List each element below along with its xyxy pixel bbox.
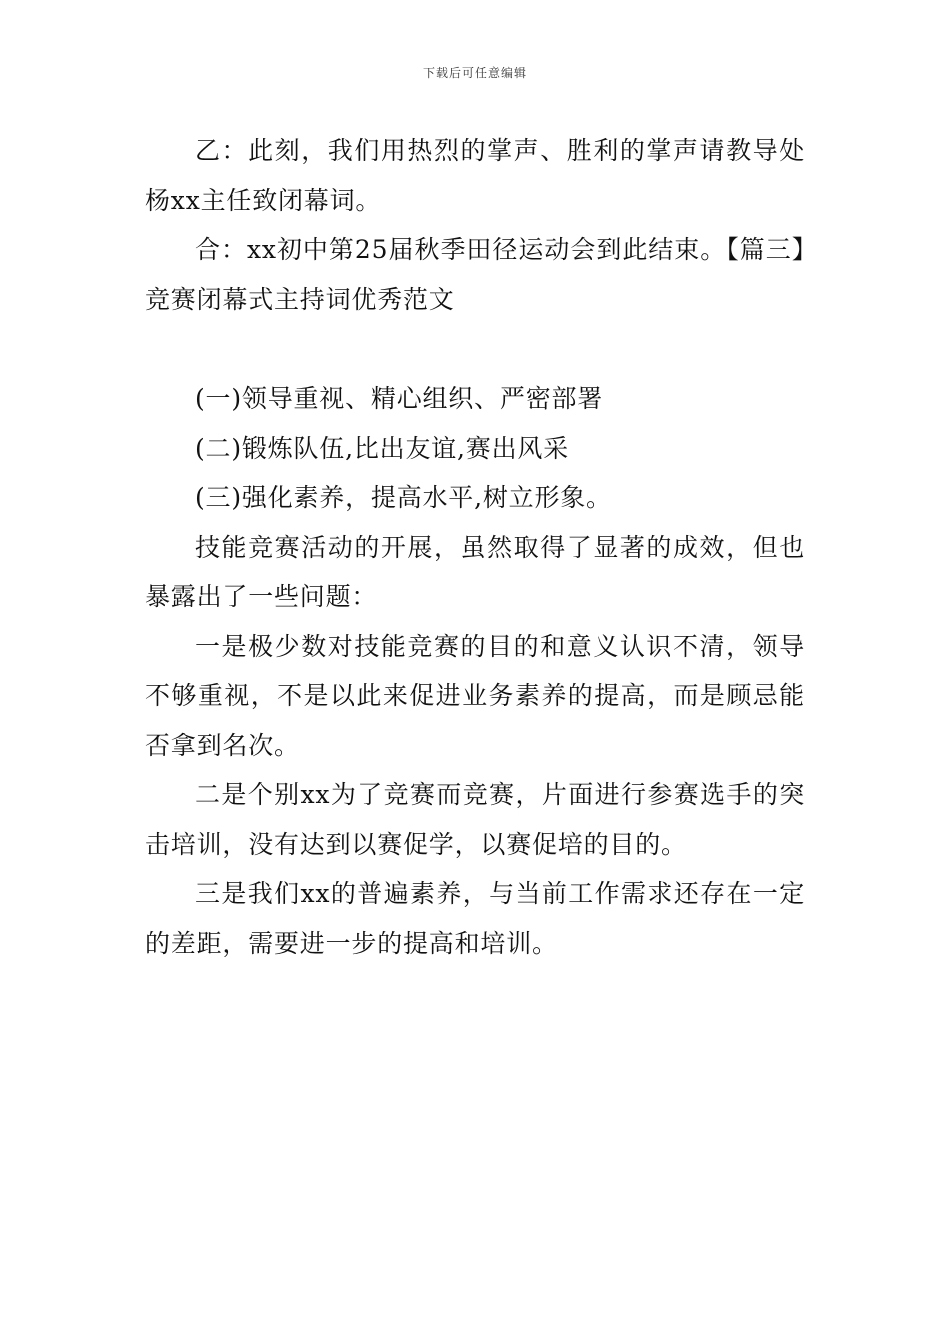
paragraph-problem-three: 三是我们xx的普遍素养，与当前工作需求还存在一定的差距，需要进一步的提高和培训。 xyxy=(145,879,805,958)
paragraph-point-three: (三)强化素养，提高水平,树立形象。 xyxy=(195,483,612,512)
blank-line xyxy=(145,324,805,374)
document-body xyxy=(145,126,805,968)
paragraph-problem-one: 一是极少数对技能竞赛的目的和意义认识不清，领导不够重视，不是以此来促进业务素养的提高，而是顾忌能否拿到名次。 xyxy=(145,631,805,760)
paragraph-closing-speech-invite: 乙：此刻，我们用热烈的掌声、胜利的掌声请教导处杨xx主任致闭幕词。 xyxy=(145,136,805,215)
paragraph-problem-two: 二是个别xx为了竞赛而竞赛，片面进行参赛选手的突击培训，没有达到以赛促学，以赛促培的目的。 xyxy=(145,780,805,859)
paragraph-point-two: (二)锻炼队伍,比出友谊,赛出风采 xyxy=(195,433,570,463)
paragraph-meeting-end: 合：xx初中第25届秋季田径运动会到此结束。【篇三】竞赛闭幕式主持词优秀范文 xyxy=(145,235,805,314)
paragraph-point-one: (一)领导重视、精心组织、严密部署 xyxy=(195,384,604,413)
page-header: 下载后可任意编辑 xyxy=(422,66,527,80)
paragraph-problems-intro: 技能竞赛活动的开展，虽然取得了显著的成效，但也暴露出了一些问题： xyxy=(145,532,805,611)
